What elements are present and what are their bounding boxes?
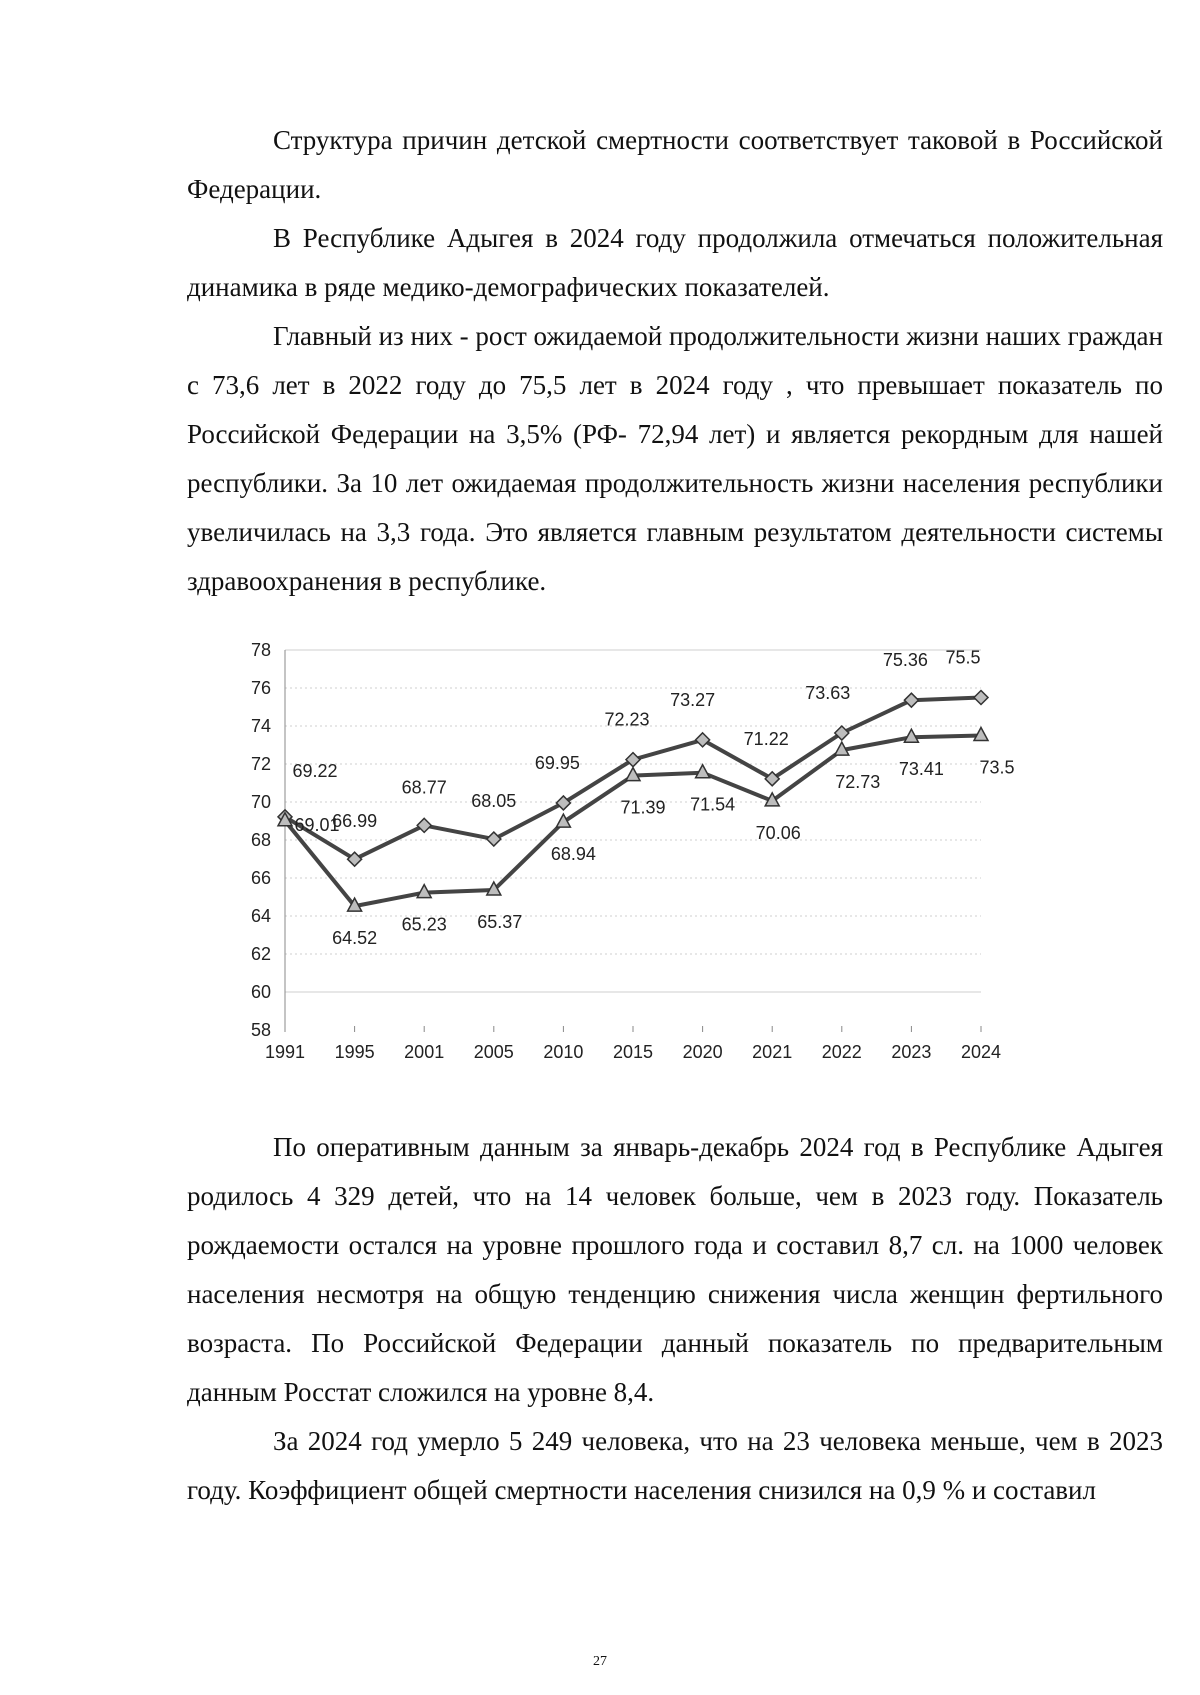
data-label: 69.01 (294, 814, 340, 835)
x-tick-label: 1995 (334, 1042, 375, 1062)
y-tick-label: 74 (250, 716, 271, 736)
line-chart-svg (250, 640, 1115, 1120)
data-label: 66.99 (332, 811, 378, 832)
data-label: 73.41 (898, 759, 944, 780)
x-tick-label: 2020 (682, 1042, 723, 1062)
paragraph: Главный из них - рост ожидаемой продолжительности жизни наших граждан с 73,6 лет в 2022 году до 75,5 лет в 2024 году , что превышает показатель по Российской Федерации на 3,5% (РФ- 72,94 лет) и является рекордным для нашей республики. За 10 лет ожидаемая продолжительность жизни населения республики увеличилась на 3,3 года. Это является главным результатом деятельности системы здравоохранения в республике. (187, 321, 1163, 596)
text-block-top (187, 116, 1163, 606)
data-label: 71.39 (620, 797, 666, 818)
y-tick-label: 62 (250, 944, 271, 964)
life-expectancy-chart (250, 640, 1115, 1120)
x-tick-label: 2022 (821, 1042, 862, 1062)
text-block-bottom (187, 1123, 1163, 1515)
x-tick-label: 2015 (612, 1042, 654, 1062)
x-tick-label: 2001 (404, 1042, 445, 1062)
y-tick-label: 78 (250, 640, 271, 660)
data-label: 72.73 (835, 772, 881, 793)
data-point-diamond (904, 693, 918, 707)
x-tick-label: 2005 (473, 1042, 514, 1062)
y-tick-label: 64 (250, 906, 271, 926)
x-tick-label: 2024 (960, 1042, 1002, 1062)
data-label: 75.5 (945, 647, 981, 668)
data-label: 68.77 (401, 777, 447, 798)
data-label: 68.94 (550, 844, 596, 865)
data-point-diamond (417, 818, 431, 832)
y-tick-label: 76 (250, 678, 271, 698)
data-label: 68.05 (471, 791, 517, 812)
data-point-diamond (974, 691, 988, 705)
x-tick-label: 2010 (543, 1042, 584, 1062)
data-point-diamond (487, 832, 501, 846)
data-label: 65.23 (401, 914, 447, 935)
y-tick-label: 68 (250, 830, 271, 850)
x-tick-label: 2021 (752, 1042, 793, 1062)
data-label: 73.5 (979, 757, 1015, 778)
y-tick-label: 66 (250, 868, 271, 888)
data-label: 70.06 (755, 822, 801, 843)
data-label: 72.23 (604, 709, 650, 730)
data-label: 65.37 (477, 911, 523, 932)
data-label: 71.54 (690, 794, 736, 815)
data-label: 71.22 (743, 728, 789, 749)
y-tick-label: 60 (250, 982, 271, 1002)
paragraph: По оперативным данным за январь-декабрь 2024 год в Республике Адыгея родилось 4 329 детей, что на 14 человек больше, чем в 2023 году. Показатель рождаемости остался на уровне прошлого года и составил 8,7 сл. на 1000 человек населения несмотря на общую тенденцию снижения числа женщин фертильного возраста. По Российской Федерации данный показатель по предварительным данным Росстат сложился на уровне 8,4. (187, 1132, 1163, 1407)
data-label: 73.63 (805, 683, 851, 704)
y-tick-label: 58 (250, 1020, 271, 1040)
paragraph: В Республике Адыгея в 2024 году продолжила отмечаться положительная динамика в ряде медико-демографических показателей. (187, 223, 1163, 302)
x-tick-label: 1991 (264, 1042, 306, 1062)
y-tick-label: 72 (250, 754, 271, 774)
paragraph: За 2024 год умерло 5 249 человека, что на 23 человека меньше, чем в 2023 году. Коэффициент общей смертности населения снизился на 0,9 % и составил (187, 1426, 1163, 1505)
x-tick-label: 2023 (891, 1042, 932, 1062)
data-label: 69.22 (292, 760, 338, 781)
y-tick-label: 70 (250, 792, 271, 812)
data-label: 73.27 (670, 689, 716, 710)
data-label: 75.36 (882, 650, 928, 671)
data-label: 69.95 (534, 752, 580, 773)
page-number: 27 (593, 1654, 607, 1669)
paragraph: Структура причин детской смертности соответствует таковой в Российской Федерации. (187, 125, 1163, 204)
data-label: 64.52 (332, 928, 378, 949)
